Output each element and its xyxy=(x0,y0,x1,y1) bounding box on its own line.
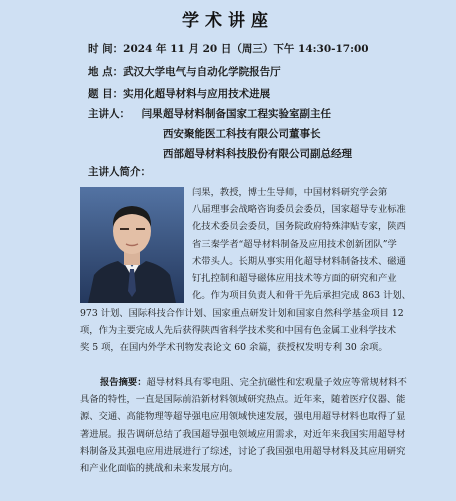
speaker-name: 闫果 xyxy=(141,108,163,120)
abstract-line: 和产业化面临的挑战和未来发展方向。 xyxy=(80,463,239,475)
portrait-icon xyxy=(80,187,184,303)
page-title: 学术讲座 xyxy=(182,11,274,31)
abstract-line: 著进展。报告调研总结了我国超导强电领域应用需求，对近年来我国实用超导材 xyxy=(80,428,406,440)
speaker-role: 西部超导材料科技股份有限公司副总经理 xyxy=(163,148,352,160)
place-label: 地 点： xyxy=(88,66,124,78)
abstract-line: 料制备及其强电应用进展进行了综述，讨论了我国强电用超导材料及其应用研究 xyxy=(80,445,406,457)
bio-line: 化技术委员会委员，国务院政府特殊津贴专家，陕西 xyxy=(192,221,406,233)
speaker-label: 主讲人： xyxy=(88,108,130,120)
speaker-role: 西安聚能医工科技有限公司董事长 xyxy=(163,128,321,140)
bio-line: 术带头人。长期从事实用化超导材料制备技术、磁通 xyxy=(192,255,406,267)
bio-line: 省三秦学者“超导材料制备及应用技术创新团队”学 xyxy=(192,238,397,250)
bio-line: 钉扎控制和超导磁体应用技术等方面的研究和产业 xyxy=(192,273,397,285)
abstract-line: 超导材料具有零电阻、完全抗磁性和宏观量子效应等常规材料不 xyxy=(146,377,407,388)
abstract-block xyxy=(80,374,407,477)
abstract-line: 具备的特性，一直是国际前沿新材料领域研究热点。近年来，随着医疗仪器、能 xyxy=(80,394,406,406)
bio-side-block xyxy=(192,184,411,304)
abstract-label: 报告摘要： xyxy=(100,377,147,388)
place-value: 武汉大学电气与自动化学院报告厅 xyxy=(123,66,281,78)
bio-line: 八届理事会战略咨询委员会委员，国家超导专业标准 xyxy=(192,204,406,216)
bio-line: 项，作为主要完成人先后获得陕西省科学技术奖和中国有色金属工业科学技术 xyxy=(80,325,397,337)
topic-label: 题 目： xyxy=(88,88,124,100)
bio-line: 奖 5 项，在国内外学术刊物发表论文 60 余篇，获授权发明专利 30 余项。 xyxy=(80,342,388,354)
abstract-line-first xyxy=(80,374,407,391)
topic-value: 实用化超导材料与应用技术进展 xyxy=(123,88,271,100)
bio-line: 化。作为项目负责人和骨干先后承担完成 863 计划、 xyxy=(192,290,411,302)
speaker-row xyxy=(88,107,163,121)
time-label: 时 间： xyxy=(88,43,124,55)
time-row xyxy=(88,42,369,56)
speaker-role: 超导材料制备国家工程实验室副主任 xyxy=(163,108,331,120)
bio-line: 973 计划、国际科技合作计划、国家重点研发计划和国家自然科学基金项目 12 xyxy=(80,308,404,319)
topic-row xyxy=(88,87,270,101)
bio-full-block xyxy=(80,305,404,357)
place-row xyxy=(88,65,281,79)
speaker-photo xyxy=(80,187,184,303)
time-value: 2024 年 11 月 20 日（周三）下午 14:30-17:00 xyxy=(123,43,369,55)
bio-label: 主讲人简介： xyxy=(88,166,151,178)
bio-line: 闫果，教授，博士生导师，中国材料研究学会第 xyxy=(192,187,388,198)
abstract-line: 源、交通、高能物理等超导强电应用领域快速发展，强电用超导材料也取得了显 xyxy=(80,411,406,423)
